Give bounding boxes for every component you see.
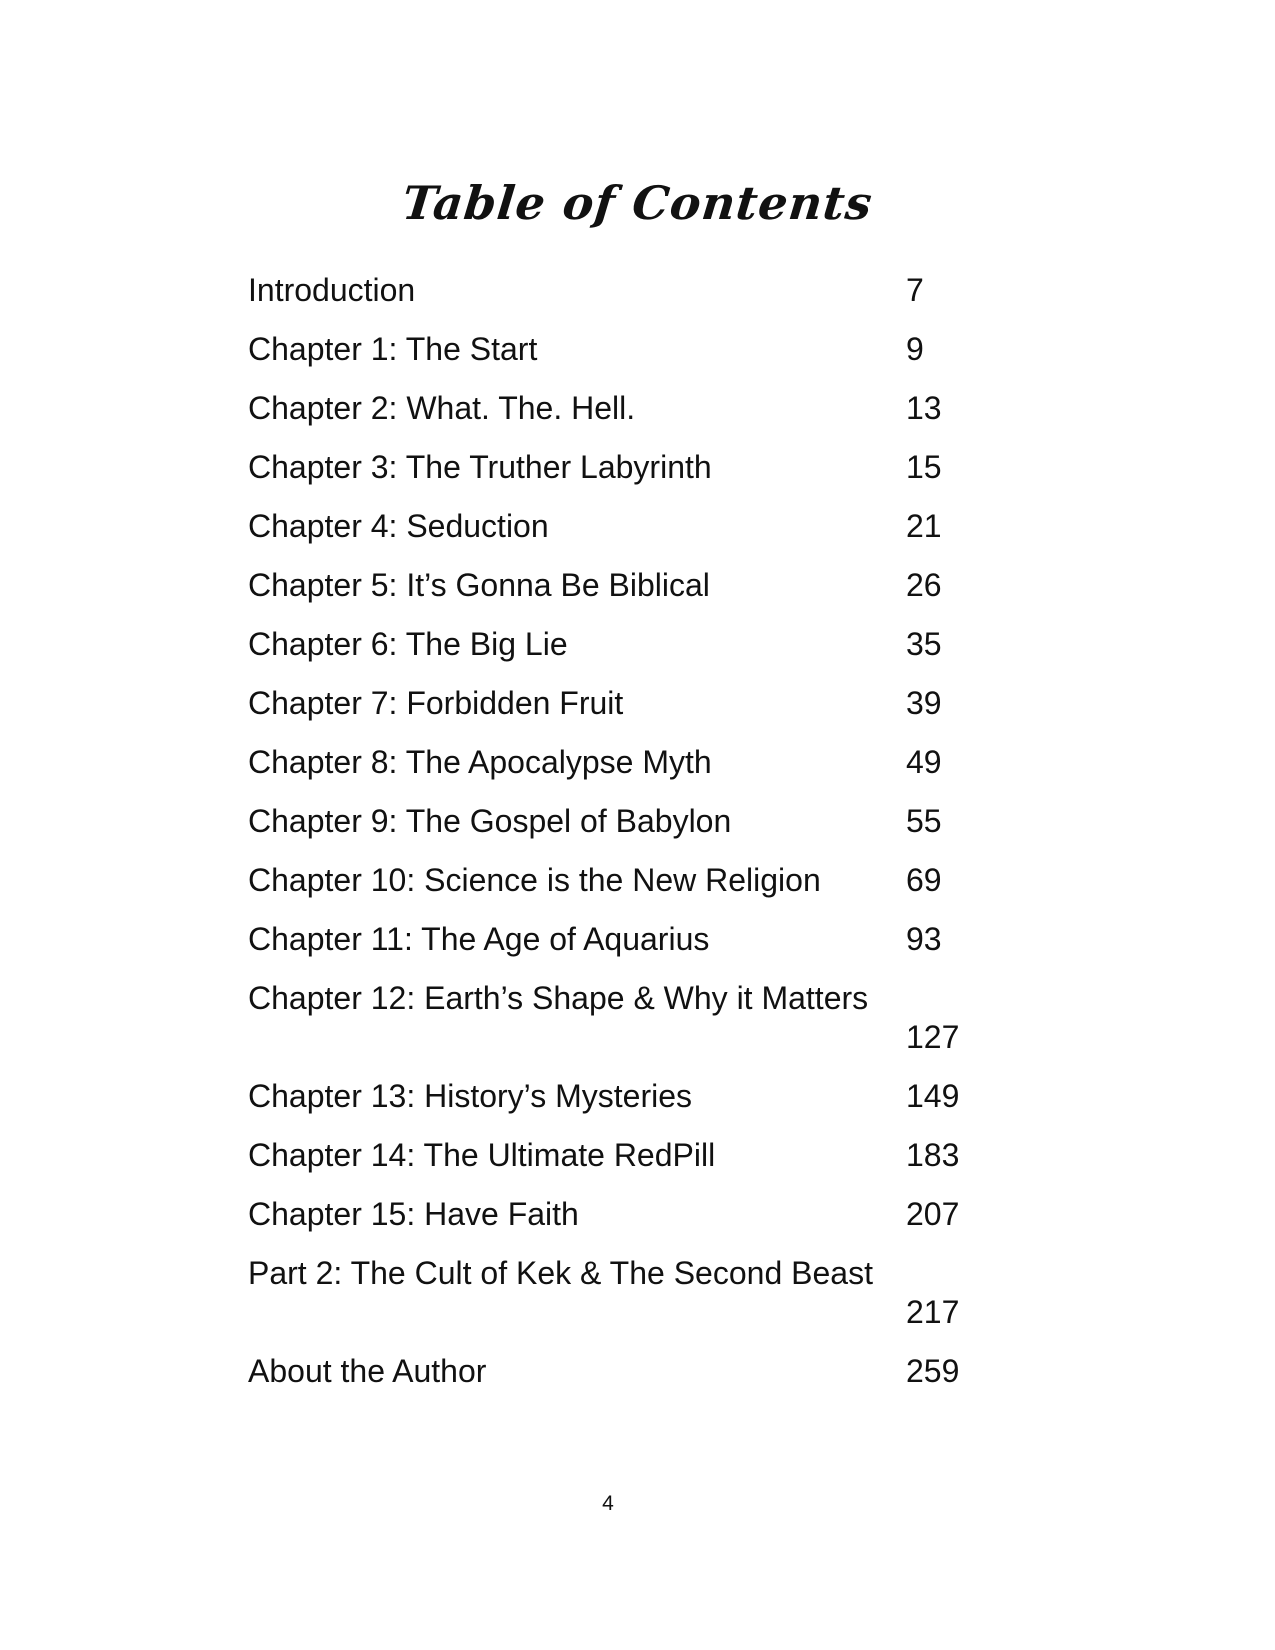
toc-entry (248, 978, 1008, 1076)
toc-entry-label: Chapter 15: Have Faith (248, 1196, 579, 1232)
toc-entry-label: Chapter 13: History’s Mysteries (248, 1078, 692, 1114)
toc-entry-page: 21 (906, 508, 942, 544)
toc-entry (248, 565, 1008, 624)
toc-entry-label: Chapter 2: What. The. Hell. (248, 390, 636, 426)
toc-entry-page: 7 (906, 272, 924, 308)
toc-entry-page: 207 (906, 1196, 960, 1232)
page-number: 4 (602, 1492, 614, 1515)
toc-entry-page: 9 (906, 331, 924, 367)
toc-entry-page: 93 (906, 921, 942, 957)
toc-entry-page: 13 (906, 390, 942, 426)
toc-entry-page: 26 (906, 567, 942, 603)
toc-entry-label: Introduction (248, 272, 416, 308)
toc-entry-page: 127 (906, 1019, 960, 1055)
toc-entry-label: Chapter 10: Science is the New Religion (248, 862, 821, 898)
toc-entry (248, 270, 1008, 329)
toc-entry-page: 149 (906, 1078, 960, 1114)
table-of-contents (248, 270, 1008, 1410)
toc-entry-label: About the Author (248, 1353, 487, 1389)
toc-entry (248, 683, 1008, 742)
toc-entry (248, 1194, 1008, 1253)
toc-entry (248, 1135, 1008, 1194)
toc-entry (248, 1253, 1008, 1351)
toc-entry (248, 801, 1008, 860)
toc-entry-page: 49 (906, 744, 942, 780)
toc-entry-label: Chapter 9: The Gospel of Babylon (248, 803, 732, 839)
toc-entry-page: 183 (906, 1137, 960, 1173)
toc-entry-label: Chapter 11: The Age of Aquarius (248, 921, 710, 957)
toc-entry (248, 624, 1008, 683)
toc-entry-page: 35 (906, 626, 942, 662)
toc-entry (248, 1351, 1008, 1410)
toc-entry-page: 55 (906, 803, 942, 839)
toc-entry (248, 742, 1008, 801)
toc-entry-label: Chapter 12: Earth’s Shape & Why it Matters (248, 980, 869, 1016)
toc-entry-page: 15 (906, 449, 942, 485)
toc-entry-page: 69 (906, 862, 942, 898)
toc-entry (248, 1076, 1008, 1135)
toc-entry-page: 39 (906, 685, 942, 721)
toc-entry (248, 860, 1008, 919)
toc-entry-label: Chapter 6: The Big Lie (248, 626, 568, 662)
toc-entry (248, 919, 1008, 978)
toc-entry-label: Chapter 5: It’s Gonna Be Biblical (248, 567, 710, 603)
toc-entry-label: Chapter 1: The Start (248, 331, 538, 367)
toc-entry-page: 217 (906, 1294, 960, 1330)
toc-title: Table of Contents (399, 176, 876, 230)
toc-entry-page: 259 (906, 1353, 960, 1389)
toc-entry-label: Chapter 3: The Truther Labyrinth (248, 449, 712, 485)
toc-entry-label: Part 2: The Cult of Kek & The Second Beast (248, 1255, 873, 1291)
toc-entry-label: Chapter 7: Forbidden Fruit (248, 685, 624, 721)
toc-entry-label: Chapter 8: The Apocalypse Myth (248, 744, 712, 780)
toc-entry-label: Chapter 14: The Ultimate RedPill (248, 1137, 716, 1173)
toc-entry (248, 329, 1008, 388)
toc-entry (248, 388, 1008, 447)
toc-entry-label: Chapter 4: Seduction (248, 508, 549, 544)
toc-entry (248, 506, 1008, 565)
toc-entry (248, 447, 1008, 506)
